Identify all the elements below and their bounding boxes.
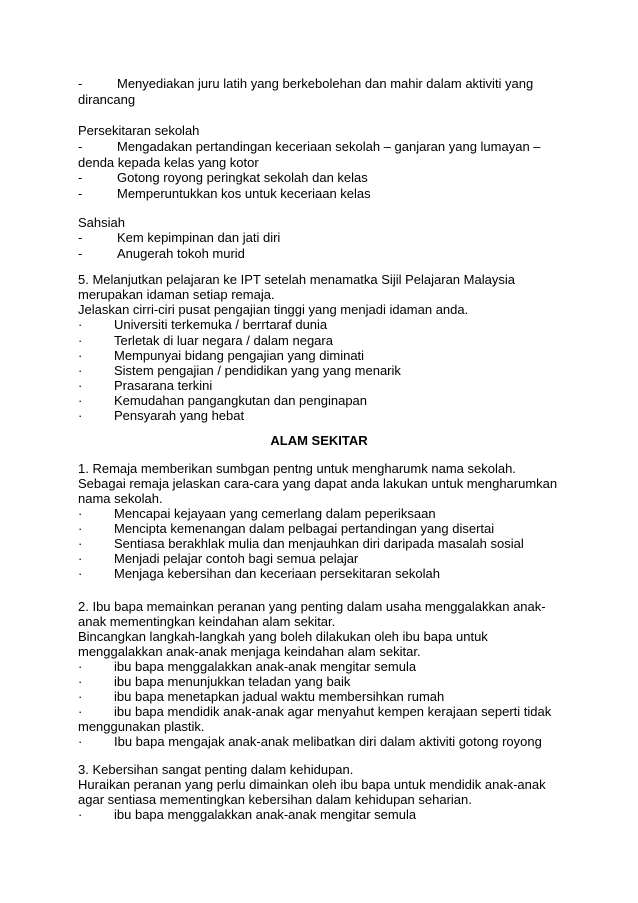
bullet-dot: · (78, 807, 83, 822)
bullet-dash: - (78, 230, 83, 245)
bullet-dot: · (78, 506, 83, 521)
as1-answer-item: Mencipta kemenangan dalam pelbagai pertandingan yang disertai (114, 521, 495, 536)
as1-question-line: nama sekolah. (78, 491, 163, 506)
persekitaran-item-text: Memperuntukkan kos untuk keceriaan kelas (117, 186, 371, 201)
q5-answer-item: Sistem pengajian / pendidikan yang yang menarik (114, 363, 401, 378)
bullet-dash: - (78, 76, 83, 91)
sahsiah-item-text: Anugerah tokoh murid (117, 246, 245, 261)
as2-answer-continuation: menggunakan plastik. (78, 719, 205, 734)
as1-question-line: Sebagai remaja jelaskan cara-cara yang dapat anda lakukan untuk mengharumkan (78, 476, 558, 491)
q5-answer-item: Universiti terkemuka / berrtaraf dunia (114, 317, 328, 332)
bullet-dot: · (78, 659, 83, 674)
bullet-dot: · (78, 674, 83, 689)
bullet-dot: · (78, 704, 83, 719)
q5-answer-item: Pensyarah yang hebat (114, 408, 245, 423)
as2-question-line: Bincangkan langkah-langkah yang boleh dilakukan oleh ibu bapa untuk (78, 629, 488, 644)
bullet-dot: · (78, 317, 83, 332)
bullet-dot: · (78, 348, 83, 363)
q5-question-line: merupakan idaman setiap remaja. (78, 287, 275, 302)
bullet-dot: · (78, 521, 83, 536)
intro-item-text: Menyediakan juru latih yang berkebolehan dan mahir dalam aktiviti yang (117, 76, 534, 91)
bullet-dash: - (78, 170, 83, 185)
as2-answer-item: ibu bapa mendidik anak-anak agar menyahut kempen kerajaan seperti tidak (114, 704, 552, 719)
as2-question-line: 2. Ibu bapa memainkan peranan yang penting dalam usaha menggalakkan anak- (78, 599, 546, 614)
as2-answer-item: ibu bapa menunjukkan teladan yang baik (114, 674, 351, 689)
bullet-dot: · (78, 734, 83, 749)
as2-answer-item: ibu bapa menggalakkan anak-anak mengitar semula (114, 659, 417, 674)
as1-answer-item: Mencapai kejayaan yang cemerlang dalam peperiksaan (114, 506, 436, 521)
as1-question-line: 1. Remaja memberikan sumbgan pentng untuk mengharumk nama sekolah. (78, 461, 516, 476)
bullet-dot: · (78, 393, 83, 408)
section-title: ALAM SEKITAR (270, 433, 368, 448)
sahsiah-item-text: Kem kepimpinan dan jati diri (117, 230, 281, 245)
as3-question-line: agar sentiasa mementingkan kebersihan dalam kehidupan seharian. (78, 792, 472, 807)
bullet-dot: · (78, 536, 83, 551)
q5-answer-item: Terletak di luar negara / dalam negara (114, 333, 333, 348)
q5-answer-item: Prasarana terkini (114, 378, 213, 393)
intro-item-continuation: dirancang (78, 92, 136, 107)
q5-question-line: Jelaskan cirri-ciri pusat pengajian tinggi yang menjadi idaman anda. (78, 302, 469, 317)
bullet-dot: · (78, 378, 83, 393)
bullet-dash: - (78, 139, 83, 154)
bullet-dot: · (78, 566, 83, 581)
bullet-dot: · (78, 551, 83, 566)
as3-question-line: Huraikan peranan yang perlu dimainkan oleh ibu bapa untuk mendidik anak-anak (78, 777, 546, 792)
bullet-dot: · (78, 408, 83, 423)
persekitaran-item-text: Mengadakan pertandingan keceriaan sekolah – ganjaran yang lumayan – (117, 139, 541, 154)
bullet-dash: - (78, 186, 83, 201)
bullet-dot: · (78, 333, 83, 348)
as2-answer-item: ibu bapa menetapkan jadual waktu membersihkan rumah (114, 689, 445, 704)
as2-question-line: anak mementingkan keindahan alam sekitar. (78, 614, 336, 629)
as3-answer-item: ibu bapa menggalakkan anak-anak mengitar semula (114, 807, 417, 822)
as2-question-line: menggalakkan anak-anak menjaga keindahan alam sekitar. (78, 644, 421, 659)
q5-answer-item: Mempunyai bidang pengajian yang diminati (114, 348, 365, 363)
persekitaran-item-continuation: denda kepada kelas yang kotor (78, 155, 259, 170)
sahsiah-heading: Sahsiah (78, 215, 125, 230)
bullet-dash: - (78, 246, 83, 261)
q5-answer-item: Kemudahan pangangkutan dan penginapan (114, 393, 368, 408)
bullet-dot: · (78, 363, 83, 378)
as2-answer-item: Ibu bapa mengajak anak-anak melibatkan diri dalam aktiviti gotong royong (114, 734, 542, 749)
bullet-dot: · (78, 689, 83, 704)
as1-answer-item: Menjadi pelajar contoh bagi semua pelajar (114, 551, 359, 566)
as1-answer-item: Sentiasa berakhlak mulia dan menjauhkan diri daripada masalah sosial (114, 536, 524, 551)
as1-answer-item: Menjaga kebersihan dan keceriaan persekitaran sekolah (114, 566, 440, 581)
q5-question-line: 5. Melanjutkan pelajaran ke IPT setelah menamatka Sijil Pelajaran Malaysia (78, 272, 515, 287)
as3-question-line: 3. Kebersihan sangat penting dalam kehidupan. (78, 762, 354, 777)
persekitaran-heading: Persekitaran sekolah (78, 123, 200, 138)
persekitaran-item-text: Gotong royong peringkat sekolah dan kelas (117, 170, 368, 185)
